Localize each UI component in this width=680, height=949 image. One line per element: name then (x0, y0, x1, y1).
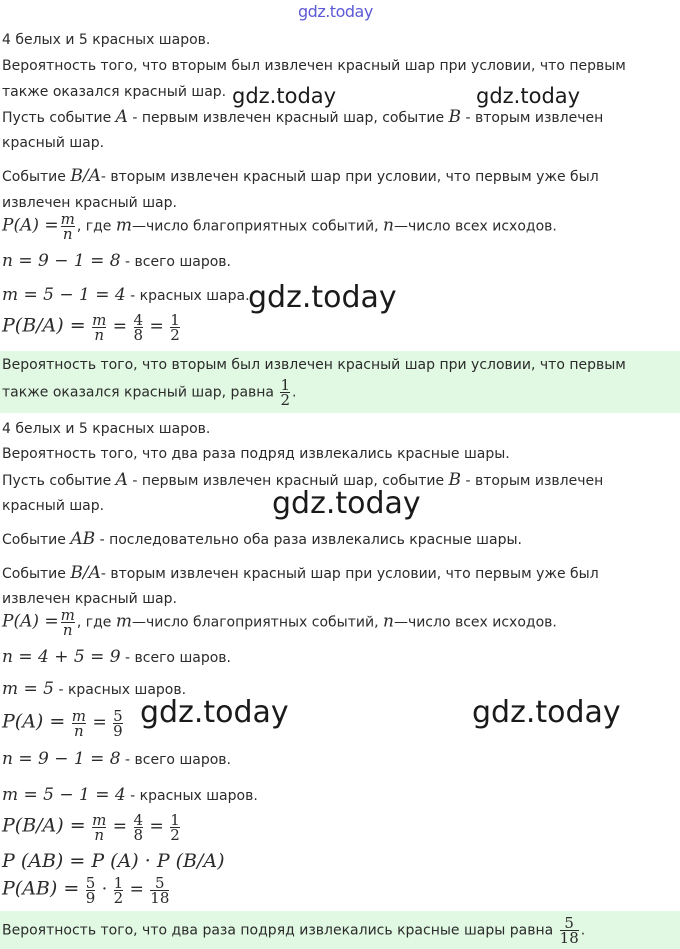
den: n (61, 622, 75, 637)
text: —число всех исходов. (393, 218, 557, 235)
num: 4 (133, 311, 144, 329)
fraction (150, 876, 169, 905)
text: также оказался красный шар, равна (2, 384, 275, 401)
math-n: n (382, 611, 394, 632)
fraction (113, 709, 123, 738)
watermark: gdz.today (140, 695, 289, 730)
b1-line5: красный шар. (2, 135, 105, 151)
b2-line13 (2, 786, 258, 805)
math-b: B (448, 470, 462, 490)
num: 1 (170, 311, 180, 329)
watermark: gdz.today (232, 84, 337, 108)
den: 8 (133, 326, 144, 344)
math-a: A (115, 107, 128, 127)
watermark: gdz.today (272, 486, 421, 521)
math-pa: P(A) = (2, 215, 59, 236)
num: m (71, 707, 86, 725)
math-pa: P(A) = (2, 611, 59, 632)
math-m: m (115, 215, 132, 236)
num: 1 (170, 811, 180, 829)
b1-line2: Вероятность того, что вторым был извлечен красный шар при условии, что первым (2, 58, 626, 74)
math-m: m (115, 611, 132, 632)
den: 18 (559, 929, 579, 947)
math-a: A (115, 470, 128, 490)
num: m (60, 210, 75, 228)
b2-line2: Вероятность того, что два раза подряд извлекались красные шары. (2, 446, 510, 462)
b1-line10 (2, 286, 250, 305)
text: Вероятность того, что два раза подряд извлекались красные шары равна (2, 922, 554, 939)
equals: = (129, 879, 144, 900)
num: 5 (155, 874, 165, 892)
b2-line1: 4 белых и 5 красных шаров. (2, 421, 211, 437)
math-pab-product: P (AB) = P (A) · P (B/A) (2, 850, 225, 872)
text: - всего шаров. (120, 650, 231, 666)
equals: = (149, 816, 164, 837)
b1-line9 (2, 252, 231, 271)
b2-answer (2, 916, 585, 945)
math-pa: P(A) = (2, 710, 66, 733)
text: - первым извлечен красный шар, событие (127, 110, 449, 126)
text: - вторым извлечен красный шар при условии, что первым уже был (100, 169, 599, 185)
math-n-eq: n = 9 − 1 = 8 (2, 749, 121, 769)
text: Событие (2, 169, 71, 185)
b2-line7: извлечен красный шар. (2, 591, 177, 607)
b1-answer-line1: Вероятность того, что вторым был извлечен красный шар при условии, что первым (2, 357, 626, 373)
den: 9 (85, 889, 96, 907)
math-pab: P(AB) = (2, 877, 80, 900)
num: m (92, 311, 107, 329)
fraction (72, 709, 86, 738)
b2-line9 (2, 648, 231, 667)
math-n-eq: n = 9 − 1 = 8 (2, 251, 121, 271)
text: - вторым извлечен красный шар при условии, что первым уже был (100, 566, 599, 582)
num: 5 (113, 707, 123, 725)
b2-line15 (2, 852, 225, 872)
text: Пусть событие (2, 473, 116, 489)
fraction (170, 313, 180, 342)
text: , где (76, 614, 116, 631)
math-b-given-a: B/A (70, 166, 101, 186)
text: , где (76, 218, 116, 235)
den: n (92, 327, 106, 342)
equals: = (112, 316, 128, 337)
b2-line6 (2, 564, 599, 583)
fraction (134, 313, 144, 342)
math-b-given-a: B/A (70, 563, 101, 583)
den: 18 (150, 889, 170, 907)
b1-line11 (2, 313, 182, 342)
den: n (61, 226, 75, 241)
text: —число благоприятных событий, (132, 218, 383, 235)
b2-line14 (2, 813, 182, 842)
text: - всего шаров. (120, 752, 231, 768)
num: m (60, 606, 75, 624)
den: 8 (133, 826, 144, 844)
watermark-top: gdz.today (298, 2, 373, 21)
den: n (72, 723, 86, 738)
math-b: B (448, 107, 462, 127)
den: 9 (113, 722, 123, 740)
math-m-eq: m = 5 − 1 = 4 (2, 785, 126, 805)
fraction (170, 813, 180, 842)
math-pba: P(B/A) = (2, 314, 86, 337)
answer-fraction (560, 916, 579, 945)
watermark: gdz.today (476, 84, 581, 108)
math-pba: P(B/A) = (2, 814, 86, 837)
text: - последовательно оба раза извлекались красные шары. (95, 532, 522, 548)
b2-line8 (2, 608, 557, 637)
text: - всего шаров. (120, 254, 231, 270)
num: 5 (564, 914, 574, 932)
fraction (92, 313, 106, 342)
fraction-m-n (61, 212, 75, 241)
fraction (92, 813, 106, 842)
text: Событие (2, 566, 71, 582)
math-m-eq: m = 5 − 1 = 4 (2, 285, 126, 305)
b2-line5 (2, 530, 522, 549)
watermark: gdz.today (248, 280, 397, 315)
text: - вторым извлечен (461, 110, 604, 126)
b2-line16 (2, 876, 171, 905)
b1-answer-line2 (2, 378, 296, 407)
num: 1 (280, 376, 291, 394)
math-n-eq: n = 4 + 5 = 9 (2, 647, 121, 667)
dot: · (101, 879, 108, 900)
equals: = (149, 316, 164, 337)
equals: = (92, 712, 107, 733)
b1-line4 (2, 108, 603, 127)
den: n (92, 827, 106, 842)
b2-line12 (2, 750, 231, 769)
den: 2 (170, 826, 180, 844)
b2-line11 (2, 709, 125, 738)
b1-line6 (2, 167, 599, 186)
answer-fraction (280, 378, 290, 407)
text: - красных шаров. (125, 788, 258, 804)
b1-line8 (2, 212, 557, 241)
b1-line3: также оказался красный шар. (2, 84, 227, 100)
fraction-m-n (61, 608, 75, 637)
den: 2 (113, 889, 124, 907)
text: —число всех исходов. (393, 614, 557, 631)
text: - вторым извлечен (461, 473, 604, 489)
den: 2 (280, 391, 291, 409)
num: 5 (85, 874, 96, 892)
num: m (92, 811, 107, 829)
math-ab: AB (70, 529, 96, 549)
num: 4 (133, 811, 144, 829)
math-m-eq: m = 5 (2, 679, 54, 699)
text: —число благоприятных событий, (132, 614, 383, 631)
text: - красных шара. (125, 288, 250, 304)
fraction (86, 876, 96, 905)
fraction (114, 876, 124, 905)
text: - красных шаров. (54, 682, 187, 698)
text: Пусть событие (2, 110, 116, 126)
equals: = (112, 816, 128, 837)
watermark: gdz.today (472, 695, 621, 730)
b2-line4: красный шар. (2, 498, 105, 514)
text: Событие (2, 532, 71, 548)
num: 1 (113, 874, 124, 892)
text: . (292, 384, 297, 401)
b1-line1: 4 белых и 5 красных шаров. (2, 32, 211, 48)
b1-line7: извлечен красный шар. (2, 195, 177, 211)
text: . (580, 922, 586, 939)
fraction (134, 813, 144, 842)
den: 2 (170, 326, 180, 344)
math-n: n (382, 215, 394, 236)
text: - первым извлечен красный шар, событие (127, 473, 449, 489)
